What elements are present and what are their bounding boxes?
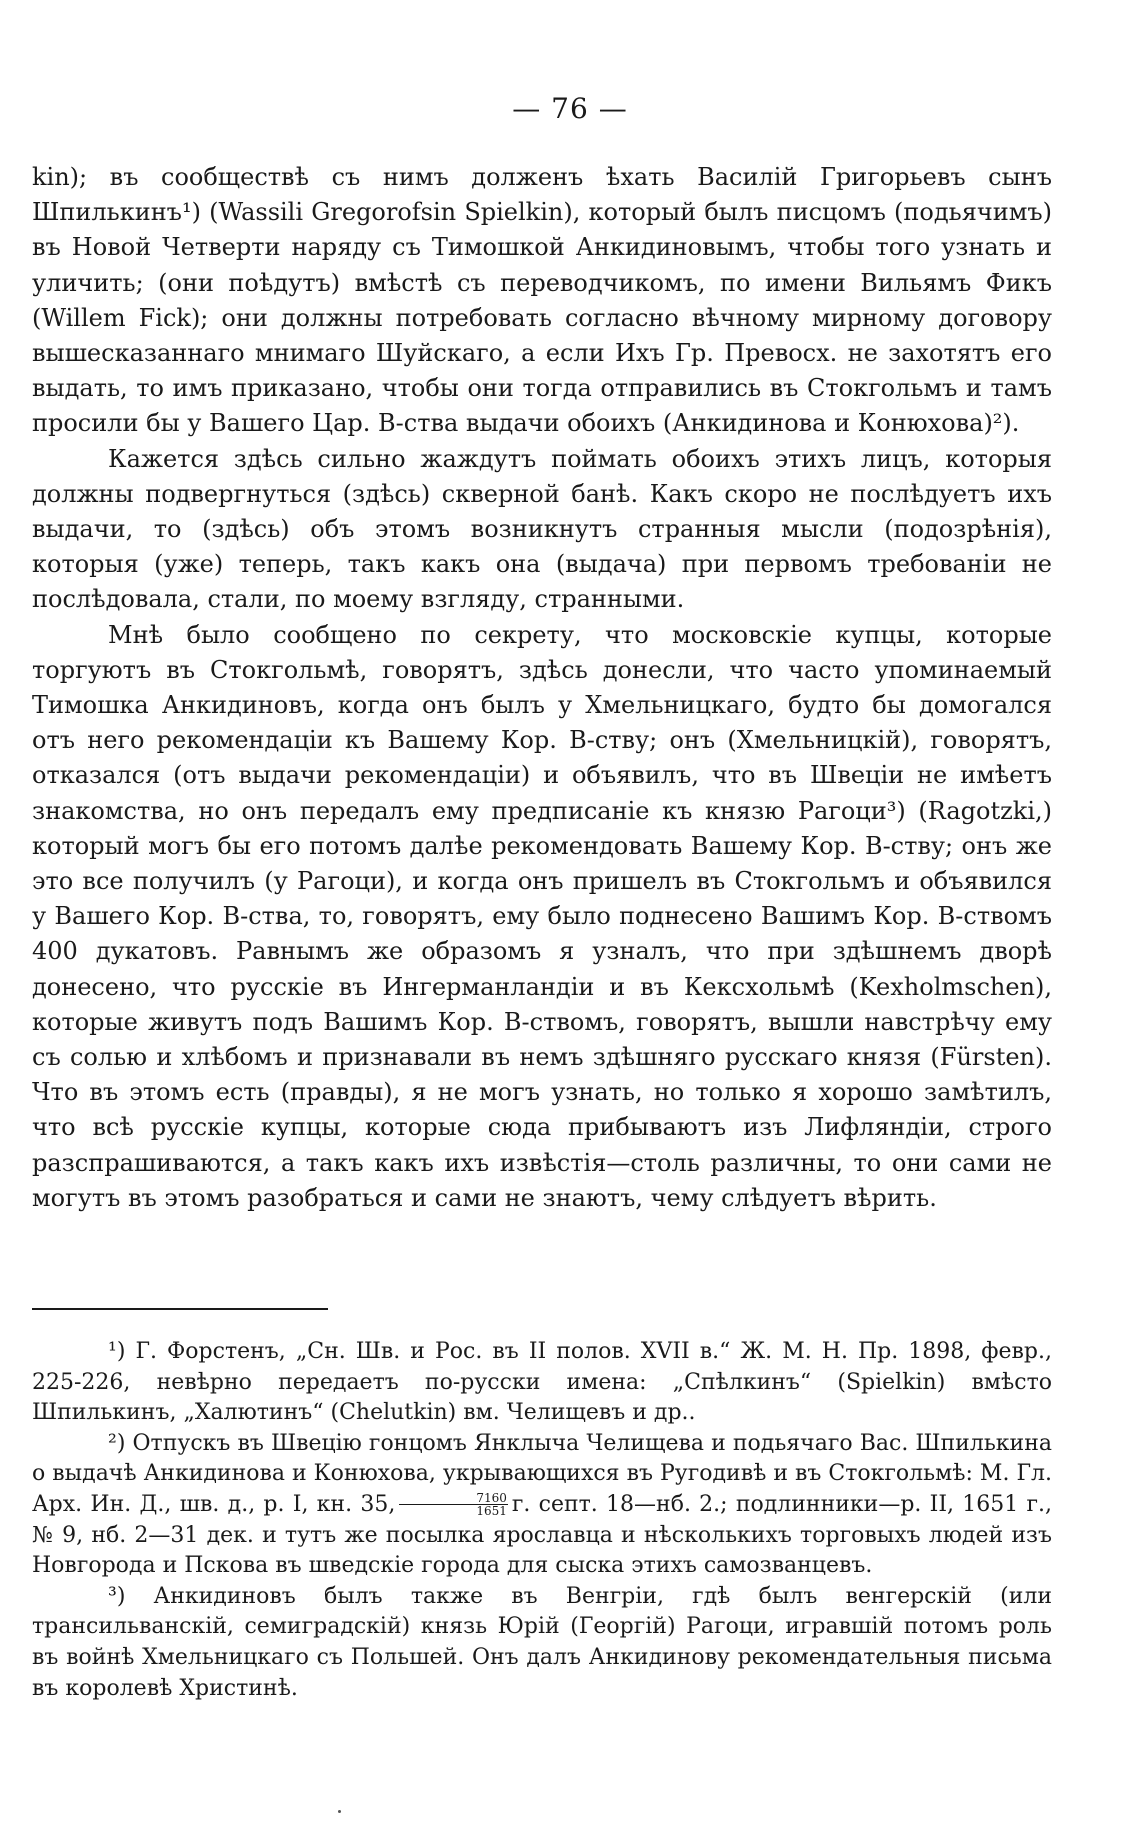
fraction-numerator: 7160 bbox=[399, 1492, 508, 1505]
fraction-denominator: 1651 bbox=[476, 1504, 507, 1519]
paragraph-3: Мнѣ было сообщено по секрету, что московскіе купцы, которые торгуютъ въ Стокгольмѣ, говорятъ, здѣсь донесли, что часто упоминаемый Тимошка Анкидиновъ, когда онъ былъ у Хмельницкаго, будто бы домогался отъ него рекомендаціи къ Вашему Кор. В-ству; онъ (Хмельницкій), говорятъ, отказался (отъ выдачи рекомендаціи) и объявилъ, что въ Швеціи не имѣетъ знакомства, но онъ передалъ ему предписаніе къ князю Рагоци³) (Ragotzki,) который могъ бы его потомъ далѣе рекомендовать Вашему Кор. В-ству; онъ же это все получилъ (у Рагоци), и когда онъ пришелъ въ Стокгольмъ и объявился у Вашего Кор. В-ства, то, говорятъ, ему было поднесено Вашимъ Кор. В-ствомъ 400 дукатовъ. Равнымъ же образомъ я узналъ, что при здѣшнемъ дворѣ донесено, что русскіе въ Ингерманландіи и въ Кексхольмѣ (Kexholmschen), которые живутъ подъ Вашимъ Кор. В-ствомъ, говорятъ, вышли навстрѣчу ему съ солью и хлѣбомъ и признавали въ немъ здѣшняго русскаго князя (Fürsten). Что въ этомъ есть (правды), я не могъ узнать, но только я хорошо замѣтилъ, что всѣ русскіе купцы, которые сюда прибываютъ изъ Лифляндіи, строго разспрашиваются, а такъ какъ ихъ извѣстія—столь различны, то они сами не могутъ въ этомъ разобраться и сами не знаютъ, чему слѣдуетъ вѣрить. bbox=[32, 620, 1052, 1212]
body-text bbox=[32, 160, 1052, 1216]
paragraph-1: kin); въ сообществѣ съ нимъ долженъ ѣхать Василій Григорьевъ сынъ Шпилькинъ¹) (Wassili Gregorofsin Spielkin), который былъ писцомъ (подьячимъ) въ Новой Четверти наряду съ Тимошкой Анкидиновымъ, чтобы того узнать и уличить; (они поѣдутъ) вмѣстѣ съ переводчикомъ, по имени Вильямъ Фикъ (Willem Fick); они должны потребовать согласно вѣчному мирному договору вышесказаннаго мнимаго Шуйскаго, а если Ихъ Гр. Превосх. не захотятъ его выдать, то имъ приказано, чтобы они тогда отправились въ Стокгольмъ и тамъ просили бы у Вашего Цар. В-ства выдачи обоихъ (Анкидинова и Конюхова)²). bbox=[32, 163, 1052, 438]
footnote-3: ³) Анкидиновъ былъ также въ Венгріи, гдѣ былъ венгерскій (или трансильванскій, семиградскій) князь Юрій (Георгій) Рагоци, игравшій потомъ роль въ войнѣ Хмельницкаго съ Польшей. Онъ далъ Анкидинову рекомендательныя письма въ королевѣ Христинѣ. bbox=[32, 1583, 1052, 1701]
footnote-2 bbox=[32, 1429, 1052, 1582]
footnote-1: ¹) Г. Форстенъ, „Сн. Шв. и Рос. въ II полов. XVII в.“ Ж. М. Н. Пр. 1898, февр., 225-226, невѣрно передаетъ по-русски имена: „Спѣлкинъ“ (Spielkin) вмѣсто Шпилькинъ, „Халютинъ“ (Chelutkin) вм. Челищевъ и др.. bbox=[32, 1339, 1052, 1426]
footnote-2-text-start: ²) Отпускъ въ Швецію гонцомъ Янклыча Челищева и подьячаго Вас. Шпилькина о выдачѣ Анкидинова и Конюхова, укрывающихся въ Ругодивѣ и въ Стокгольмѣ: М. Гл. Арх. Ин. Д., шв. д., р. I, кн. 35, bbox=[32, 1430, 1052, 1517]
archive-fraction bbox=[399, 1492, 508, 1517]
footnote-2-text-end: г. септ. 18—нб. 2.; подлинники—р. II, 1651 г., № 9, нб. 2—31 дек. и тутъ же посылка ярославца и нѣсколькихъ торговыхъ людей изъ Новгорода и Пскова въ шведскіе города для сыска этихъ самозванцевъ. bbox=[32, 1491, 1053, 1579]
paragraph-2: Кажется здѣсь сильно жаждутъ поймать обоихъ этихъ лицъ, которыя должны подвергнуться (здѣсь) скверной банѣ. Какъ скоро не послѣдуетъ ихъ выдачи, то (здѣсь) объ этомъ возникнутъ странныя мысли (подозрѣнія), которыя (уже) теперь, такъ какъ она (выдача) при первомъ требованіи не послѣдовала, стали, по моему взгляду, странными. bbox=[32, 444, 1052, 614]
print-speck bbox=[338, 1810, 341, 1813]
footnotes bbox=[32, 1337, 1052, 1704]
footnote-divider bbox=[32, 1308, 328, 1310]
page-number: — 76 — bbox=[512, 92, 628, 125]
